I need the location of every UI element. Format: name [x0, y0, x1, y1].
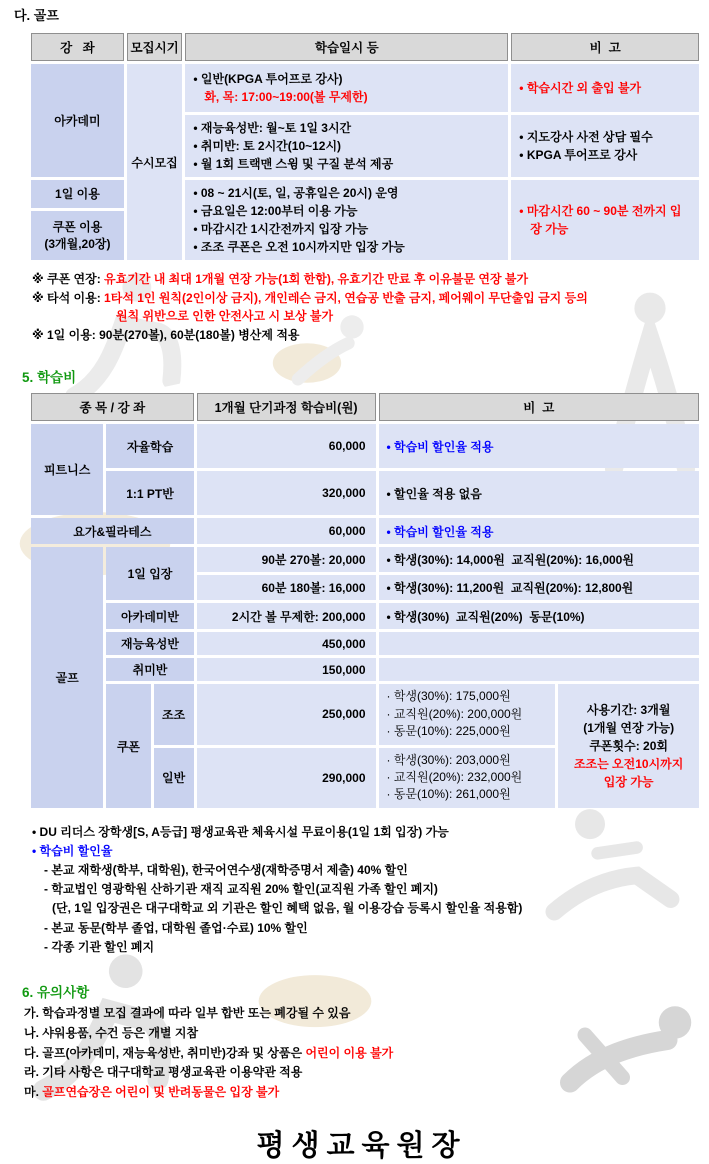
fee-table [28, 390, 702, 810]
course-name-cell: 1일 입장 [106, 547, 193, 600]
course-name-cell: 1:1 PT반 [106, 471, 193, 515]
note-tee-usage: ※ 타석 이용: 1타석 1인 원칙(2인이상 금지), 개인레슨 금지, 연습공 반출 금지, 페어웨이 무단출입 금지 등의 원칙 위반으로 인한 안전사고 시 보상 불가 [32, 290, 588, 324]
subject-fitness-cell: 피트니스 [31, 424, 103, 515]
note-day-use: ※ 1일 이용: 90분(270볼), 60분(180볼) 병산제 적용 [32, 327, 300, 342]
section-c-title: 다. 골프 [14, 8, 59, 23]
course-name-cell: 조조 [154, 684, 194, 744]
fee-cell: 320,000 [197, 471, 376, 515]
subject-yoga-cell: 요가&필라테스 [31, 518, 194, 544]
table-row [31, 658, 699, 681]
fee-cell: 90분 270볼: 20,000 [197, 547, 376, 572]
course-coupon-use-cell: 쿠폰 이용 (3개월,20장) [31, 211, 124, 260]
fee-cell: 60,000 [197, 518, 376, 544]
fee-cell: 290,000 [197, 748, 376, 808]
note-cell: • 학습시간 외 출입 불가 [511, 64, 699, 112]
schedule-cell: • 재능육성반: 월~토 1일 3시간 • 취미반: 토 2시간(10~12시) • 월 1회 트랙맨 스윙 및 구질 분석 제공 [185, 115, 508, 177]
note-du-leaders: • DU 리더스 장학생[S, A등급] 평생교육관 체육시설 무료이용(1일 1회 입장) 가능 [32, 824, 449, 839]
table-row [31, 518, 699, 544]
note-cell: • 학생(30%): 14,000원 교직원(20%): 16,000원 [379, 547, 700, 572]
note-discount-staff: - 학교법인 영광학원 산하기관 재직 교직원 20% 할인(교직원 가족 할인 폐지) [44, 882, 438, 897]
schedule-cell: • 08 ~ 21시(토, 일, 공휴일은 20시) 운영 • 금요일은 12:00부터 이용 가능 • 마감시간 1시간전까지 입장 가능 • 조조 쿠폰은 오전 10시까지만 입장 가능 [185, 180, 508, 260]
note-cell: • 마감시간 60 ~ 90분 전까지 입장 가능 [511, 180, 699, 260]
course-name-cell: 일반 [154, 748, 194, 808]
golf-schedule-table [28, 30, 702, 263]
col-header-note: 비 고 [511, 33, 699, 61]
note-cell: · 학생(30%): 175,000원 · 교직원(20%): 200,000원 · 동문(10%): 225,000원 [379, 684, 556, 744]
note-cell-empty [379, 658, 700, 681]
note-coupon-extension: ※ 쿠폰 연장: 유효기간 내 최대 1개월 연장 가능(1회 한함), 유효기간 만료 후 이유불문 연장 불가 [32, 272, 529, 286]
section6-items [24, 1004, 709, 1103]
notice-item-d: 라. 기타 사항은 대구대학교 평생교육관 이용약관 적용 [24, 1065, 303, 1080]
note-cell: • 학습비 할인율 적용 [379, 518, 700, 544]
note-cell: • 할인율 적용 없음 [379, 471, 700, 515]
note-discount-staff-detail: (단, 1일 입장권은 대구대학교 외 기관은 할인 혜택 없음, 월 이용강습 등록시 할인율 적용함) [52, 901, 523, 916]
col-header-subject: 종 목 / 강 좌 [31, 393, 194, 421]
note-discount-title: • 학습비 할인율 [32, 843, 113, 858]
col-header-note: 비 고 [379, 393, 700, 421]
note-cell: • 학생(30%): 11,200원 교직원(20%): 12,800원 [379, 575, 700, 600]
table-header-row [31, 393, 699, 421]
course-name-cell: 아카데미반 [106, 603, 193, 629]
col-header-period: 모집시기 [127, 33, 183, 61]
section5-title: 5. 학습비 [22, 370, 77, 386]
golf-notes [32, 270, 709, 344]
subject-golf-cell: 골프 [31, 547, 103, 807]
notice-item-a: 가. 학습과정별 모집 결과에 따라 일부 합반 또는 폐강될 수 있음 [24, 1006, 351, 1021]
fee-cell: 250,000 [197, 684, 376, 744]
col-header-course: 강 좌 [31, 33, 124, 61]
fee-cell: 2시간 볼 무제한: 200,000 [197, 603, 376, 629]
table-header-row [31, 33, 699, 61]
notice-item-b: 나. 샤워용품, 수건 등은 개별 지참 [24, 1025, 199, 1040]
note-cell: • 학생(30%) 교직원(20%) 동문(10%) [379, 603, 700, 629]
schedule-cell: • 일반(KPGA 투어프로 강사) 화, 목: 17:00~19:00(볼 무제한) [185, 64, 508, 112]
notice-item-e: 마. 골프연습장은 어린이 및 반려동물은 입장 불가 [24, 1085, 280, 1100]
note-cell-empty [379, 632, 700, 655]
note-discount-alumni: - 본교 동문(학부 졸업, 대학원 졸업·수료) 10% 할인 [44, 920, 308, 935]
table-row [31, 547, 699, 572]
note-discount-abolished: - 각종 기관 할인 폐지 [44, 939, 155, 954]
note-cell: · 학생(30%): 203,000원 · 교직원(20%): 232,000원 · 동문(10%): 261,000원 [379, 748, 556, 808]
table-row [31, 471, 699, 515]
table-row [31, 684, 699, 744]
course-name-cell: 취미반 [106, 658, 193, 681]
course-academy-cell: 아카데미 [31, 64, 124, 177]
fee-cell: 450,000 [197, 632, 376, 655]
note-cell: • 학습비 할인율 적용 [379, 424, 700, 468]
section6-title: 6. 유의사항 [22, 985, 90, 1001]
col-header-fee: 1개월 단기과정 학습비(원) [197, 393, 376, 421]
fee-cell: 60,000 [197, 424, 376, 468]
table-row [31, 64, 699, 112]
recruit-period-cell: 수시모집 [127, 64, 183, 260]
course-day-use-cell: 1일 이용 [31, 180, 124, 208]
course-name-cell: 자율학습 [106, 424, 193, 468]
table-row [31, 424, 699, 468]
note-cell: • 지도강사 사전 상담 필수 • KPGA 투어프로 강사 [511, 115, 699, 177]
fee-cell: 60분 180볼: 16,000 [197, 575, 376, 600]
fee-cell: 150,000 [197, 658, 376, 681]
table-row [31, 632, 699, 655]
col-header-schedule: 학습일시 등 [185, 33, 508, 61]
course-name-cell: 재능육성반 [106, 632, 193, 655]
note-discount-students: - 본교 재학생(학부, 대학원), 한국어연수생(재학증명서 제출) 40% 할인 [44, 863, 408, 878]
course-coupon-cell: 쿠폰 [106, 684, 150, 807]
coupon-usage-cell: 사용기간: 3개월 (1개월 연장 가능) 쿠폰횟수: 20회 조조는 오전10시까지 입장 가능 [558, 684, 699, 807]
signature-title: 평생교육원장 [256, 1130, 467, 1163]
fee-notes [32, 823, 709, 957]
table-row [31, 603, 699, 629]
notice-item-c: 다. 골프(아카데미, 재능육성반, 취미반)강좌 및 상품은 어린이 이용 불가 [24, 1045, 394, 1060]
